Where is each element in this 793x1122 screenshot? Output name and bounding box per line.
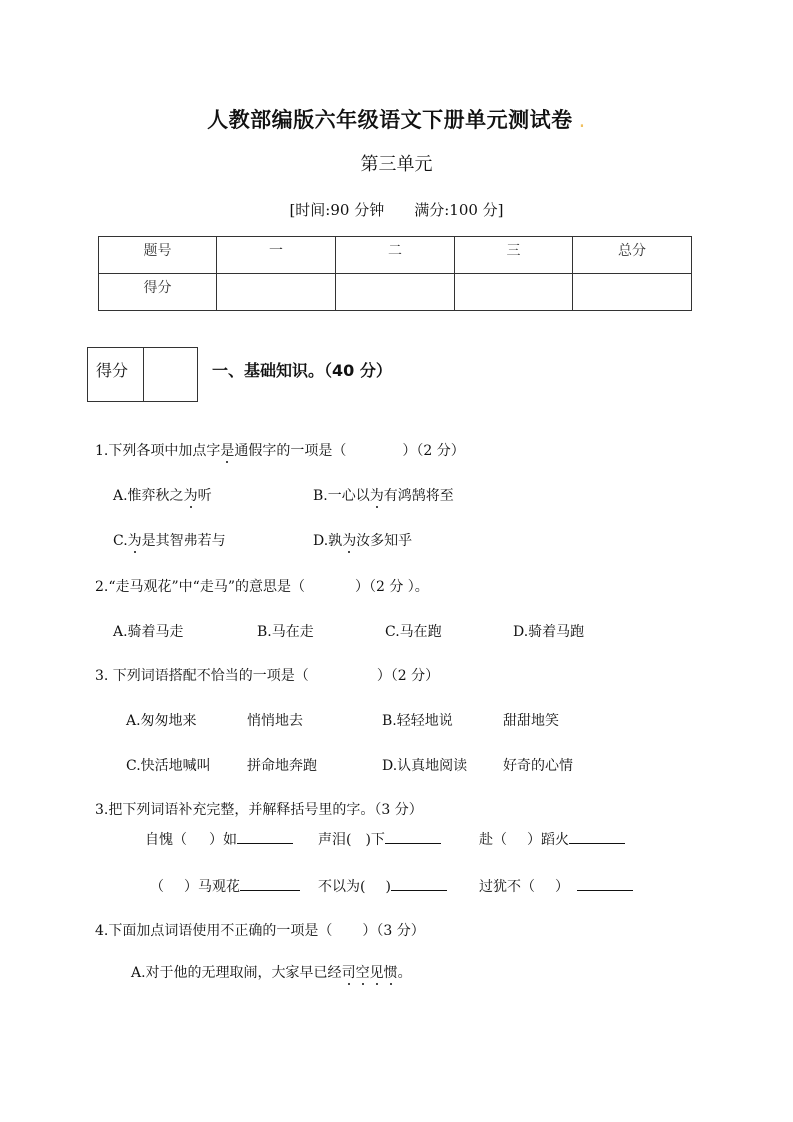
question-3-option-a-second: 悄悄地去 — [247, 713, 303, 729]
exam-title — [0, 104, 793, 134]
question-3-option-c-label: C.快活地喊叫 — [126, 758, 211, 774]
row-label: 得分 — [99, 274, 217, 311]
dotted-char: 为 — [127, 533, 142, 549]
question-3-option-b-label: B.轻轻地说 — [382, 713, 453, 729]
question-3-option-d-label: D.认真地阅读 — [382, 758, 468, 774]
question-3-stem — [95, 665, 439, 685]
option-text: 。 — [397, 965, 412, 981]
stem-text: 3. 下列词语搭配不恰当的一项是（ — [95, 668, 309, 684]
question-2-option-a: A.骑着马走 — [113, 624, 184, 640]
unit-subtitle: 第三单元 — [360, 154, 433, 175]
header-cell: 三 — [455, 237, 573, 274]
fill-item — [318, 876, 447, 896]
fill-text: ）如 — [209, 832, 237, 848]
stem-points: ）（2 分） — [376, 668, 440, 684]
section-score-box — [87, 347, 198, 402]
option-text: D.孰 — [313, 533, 343, 549]
table-header-row — [99, 237, 692, 274]
question-3-option-d-second: 好奇的心情 — [503, 758, 573, 774]
dotted-char: 空 — [355, 965, 370, 981]
fill-text: 赴（ — [479, 832, 507, 848]
header-cell: 二 — [336, 237, 455, 274]
time-label: [时间:90 分钟 — [289, 201, 385, 219]
option-text: A.对于他的无理取闹，大家早已经 — [131, 965, 342, 981]
fill-text: ） — [555, 879, 569, 895]
score-cell — [217, 274, 336, 311]
dotted-char: 惯 — [383, 965, 398, 981]
fill-item — [479, 876, 633, 896]
fill-text: 不以为( — [318, 879, 366, 895]
question-3-option-a-label: A.匆匆地来 — [126, 713, 197, 729]
question-1-option-a — [113, 485, 212, 505]
stem-points: ）（2 分） — [402, 443, 465, 459]
option-text: 有鸿鹄将至 — [383, 488, 454, 504]
answer-blank[interactable] — [385, 829, 441, 844]
question-2-option-b: B.马在走 — [257, 624, 314, 640]
question-4-option-a — [131, 962, 412, 982]
question-3-option-c-second: 拼命地奔跑 — [247, 758, 317, 774]
title-mark: . — [578, 108, 586, 132]
fill-text: ）马观花 — [184, 879, 240, 895]
stem-text: 2.“走马观花”中“走马”的意思是（ — [95, 579, 305, 595]
question-1-stem — [95, 440, 465, 460]
dotted-char: 司 — [341, 965, 356, 981]
section-heading: 一、基础知识。（40 分） — [212, 361, 392, 380]
option-text: A.惟弈秋之 — [113, 488, 184, 504]
dotted-char: 为 — [369, 488, 384, 504]
answer-blank[interactable] — [569, 829, 625, 844]
option-text: B.一心以 — [313, 488, 370, 504]
section-score-value — [144, 348, 197, 401]
exam-title-text: 人教部编版六年级语文下册单元测试卷 — [207, 108, 573, 132]
fill-text: 过犹不（ — [479, 879, 535, 895]
header-cell: 总分 — [573, 237, 692, 274]
dotted-char: 为 — [183, 488, 198, 504]
question-1-option-c — [113, 530, 226, 550]
stem-points: ）（3 分） — [362, 923, 425, 939]
score-cell — [455, 274, 573, 311]
stem-text: 1.下列各项中加点字 — [95, 443, 221, 459]
question-2-option-d: D.骑着马跑 — [513, 624, 585, 640]
dotted-char: 见 — [369, 965, 384, 981]
option-text: 汝多知乎 — [356, 533, 413, 549]
exam-meta — [0, 199, 793, 220]
fill-item — [318, 829, 441, 849]
table-row — [99, 274, 692, 311]
fill-text: （ — [150, 879, 164, 895]
dotted-char: 是 — [220, 443, 235, 459]
fill-text: 自愧（ — [145, 832, 187, 848]
fill-text: ) — [385, 879, 391, 895]
dotted-char: 为 — [342, 533, 357, 549]
option-text: C. — [113, 533, 128, 549]
question-1-option-b — [313, 485, 454, 505]
answer-blank[interactable] — [237, 829, 293, 844]
header-cell: 一 — [217, 237, 336, 274]
score-cell — [336, 274, 455, 311]
answer-blank[interactable] — [240, 876, 300, 891]
option-text: 听 — [197, 488, 212, 504]
section-score-label: 得分 — [88, 348, 144, 401]
fill-item — [479, 829, 625, 849]
stem-points: ）（2 分 ）。 — [355, 579, 429, 595]
stem-text: 4.下面加点词语使用不正确的一项是（ — [95, 923, 333, 939]
question-2-option-c: C.马在跑 — [385, 624, 442, 640]
fill-item — [145, 829, 293, 849]
fill-item — [150, 876, 300, 896]
question-2-stem — [95, 576, 429, 596]
header-cell: 题号 — [99, 237, 217, 274]
full-score-label: 满分:100 分] — [414, 201, 504, 219]
fill-text: ）蹈火 — [527, 832, 569, 848]
question-3b-stem: 3.把下列词语补充完整，并解释括号里的字。（3 分） — [95, 802, 423, 818]
score-summary-table — [98, 236, 692, 311]
score-cell — [573, 274, 692, 311]
question-3-option-b-second: 甜甜地笑 — [503, 713, 559, 729]
fill-text: )下 — [365, 832, 385, 848]
answer-blank[interactable] — [391, 876, 447, 891]
fill-text: 声泪( — [318, 832, 352, 848]
question-4-stem — [95, 920, 425, 940]
answer-blank[interactable] — [577, 876, 633, 891]
question-1-option-d — [313, 530, 412, 550]
stem-text: 通假字的一项是（ — [234, 443, 347, 459]
option-text: 是其智弗若与 — [141, 533, 226, 549]
